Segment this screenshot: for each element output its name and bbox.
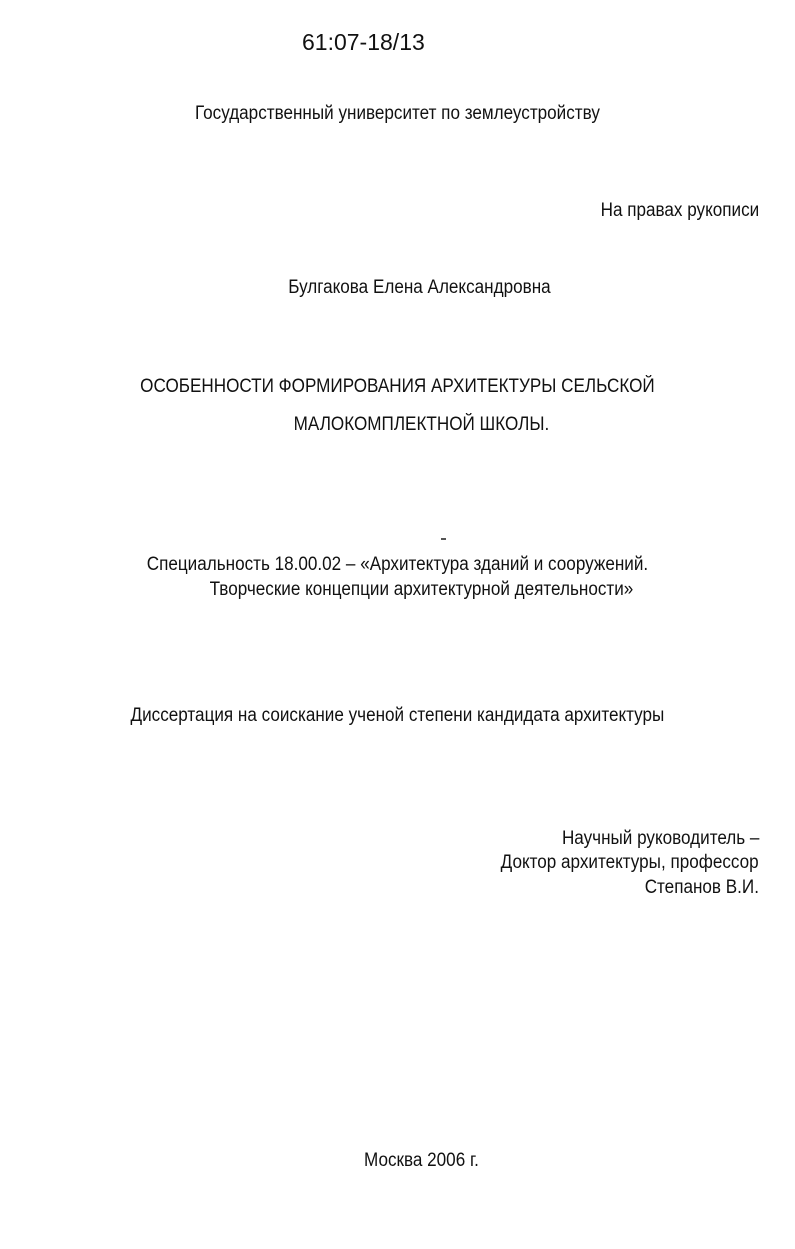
supervisor-role: Научный руководитель –: [561, 828, 759, 849]
rights-note: На правах рукописи: [600, 200, 759, 221]
author-name: Булгакова Елена Александровна: [288, 277, 551, 298]
university-name: Государственный университет по землеустройству: [195, 103, 600, 124]
place-year: Москва 2006 г.: [364, 1150, 479, 1171]
supervisor-title: Доктор архитектуры, профессор: [501, 852, 759, 873]
degree-statement: Диссертация на соискание ученой степени кандидата архитектуры: [130, 705, 665, 726]
title-line-2: МАЛОКОМПЛЕКТНОЙ ШКОЛЫ.: [293, 414, 550, 435]
specialty-line-2: Творческие концепции архитектурной деятельности»: [209, 579, 634, 600]
title-line-1: ОСОБЕННОСТИ ФОРМИРОВАНИЯ АРХИТЕКТУРЫ СЕЛЬСКОЙ: [140, 376, 655, 397]
scan-speck: [441, 538, 446, 540]
supervisor-name: Степанов В.И.: [644, 877, 759, 898]
specialty-line-1: Специальность 18.00.02 – «Архитектура зданий и сооружений.: [146, 554, 649, 575]
archive-code: 61:07-18/13: [302, 29, 425, 55]
